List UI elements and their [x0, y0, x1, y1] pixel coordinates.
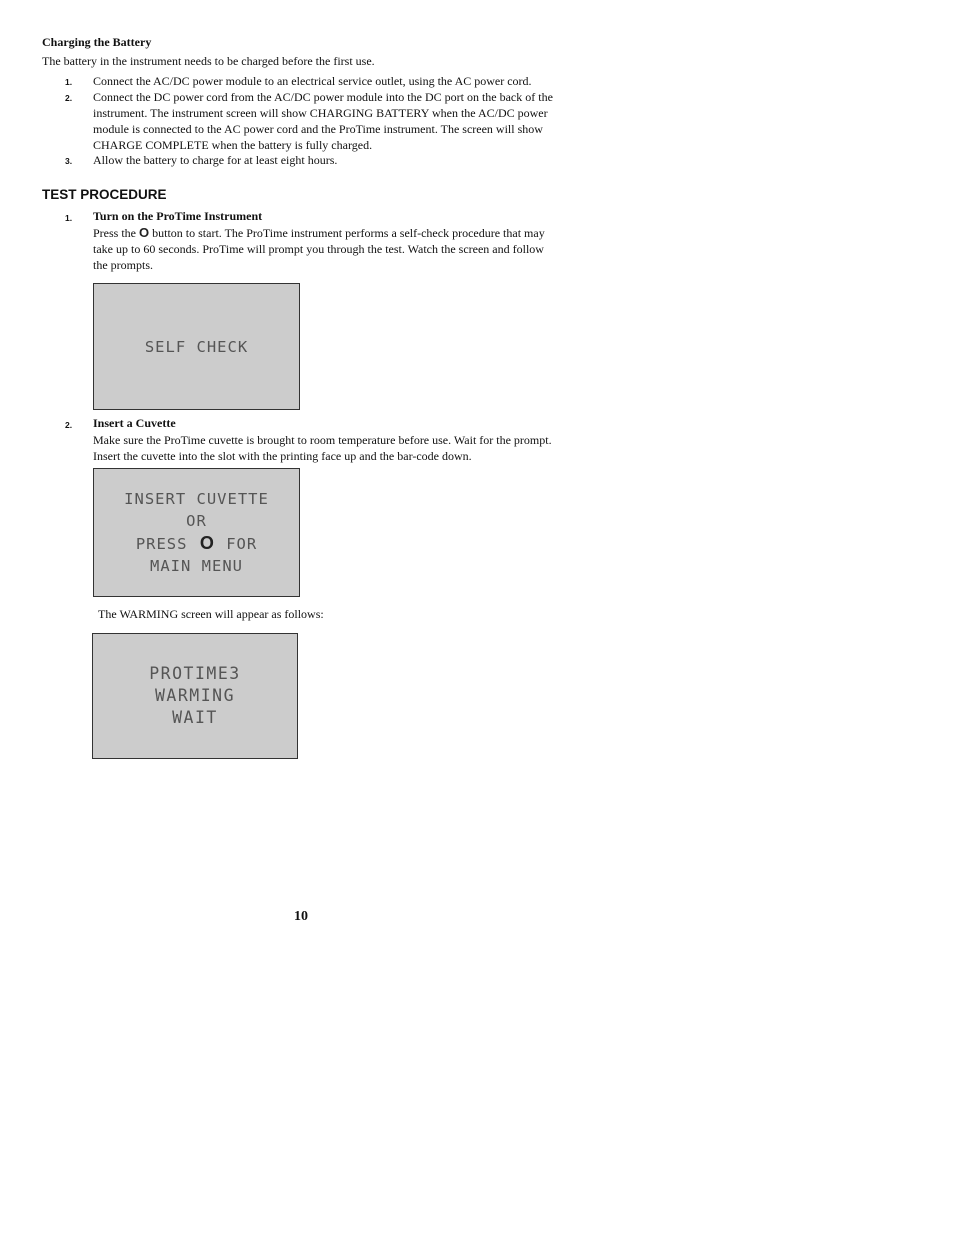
- warming-screen: [92, 633, 298, 759]
- power-button-icon: O: [139, 225, 150, 240]
- charging-step-2-number: 2.: [65, 93, 73, 103]
- test-step-1-text: [93, 225, 555, 273]
- test-step-1-text-after: button to start. The ProTime instrument performs a self-check procedure that may take up to 60 seconds. ProTime will prompt you through the test. Watch the screen and follow the prompts.: [93, 226, 545, 272]
- charging-step-2-text: Connect the DC power cord from the AC/DC power module into the DC port on the back of the instrument. The instrument screen will show CHARGING BATTERY when the AC/DC power module is connected to the AC power cord and the ProTime instrument. The screen will show CHARGE COMPLETE when the battery is fully charged.: [93, 90, 553, 152]
- insert-cuvette-screen-line-2: OR: [186, 512, 207, 530]
- warming-note: The WARMING screen will appear as follows:: [98, 607, 324, 621]
- self-check-screen: [93, 283, 300, 410]
- charging-step-3-number: 3.: [65, 156, 73, 166]
- test-step-1-text-before: Press the: [93, 226, 139, 240]
- test-step-2-text: Make sure the ProTime cuvette is brought to room temperature before use. Wait for the prompt. Insert the cuvette into the slot with the printing face up and the bar-code down.: [93, 433, 552, 463]
- power-button-icon: O: [199, 533, 214, 553]
- page-number: 10: [294, 909, 308, 924]
- warming-screen-line-3: WAIT: [172, 708, 218, 727]
- self-check-screen-line: SELF CHECK: [144, 337, 249, 356]
- insert-cuvette-press-label: PRESS: [135, 535, 188, 553]
- warming-screen-line-2: WARMING: [154, 686, 236, 705]
- test-step-2-title: Insert a Cuvette: [93, 416, 176, 430]
- test-step-1-title: Turn on the ProTime Instrument: [93, 209, 263, 223]
- insert-cuvette-screen-line-1: INSERT CUVETTE: [124, 490, 269, 508]
- test-step-2-number: 2.: [65, 420, 73, 430]
- insert-cuvette-screen: [93, 468, 300, 597]
- warming-screen-line-1: PROTIME3: [149, 664, 241, 683]
- charging-intro: The battery in the instrument needs to be charged before the first use.: [42, 54, 375, 68]
- insert-cuvette-screen-line-3: [136, 532, 257, 555]
- charging-step-1-text: Connect the AC/DC power module to an electrical service outlet, using the AC power cord.: [93, 74, 532, 88]
- charging-step-1-number: 1.: [65, 77, 73, 87]
- insert-cuvette-screen-line-4: MAIN MENU: [150, 557, 243, 575]
- charging-heading: Charging the Battery: [42, 35, 152, 49]
- charging-step-3-text: Allow the battery to charge for at least eight hours.: [93, 153, 338, 167]
- insert-cuvette-for-label: FOR: [226, 535, 258, 553]
- test-procedure-heading: TEST PROCEDURE: [42, 187, 167, 202]
- test-step-1-number: 1.: [65, 213, 73, 223]
